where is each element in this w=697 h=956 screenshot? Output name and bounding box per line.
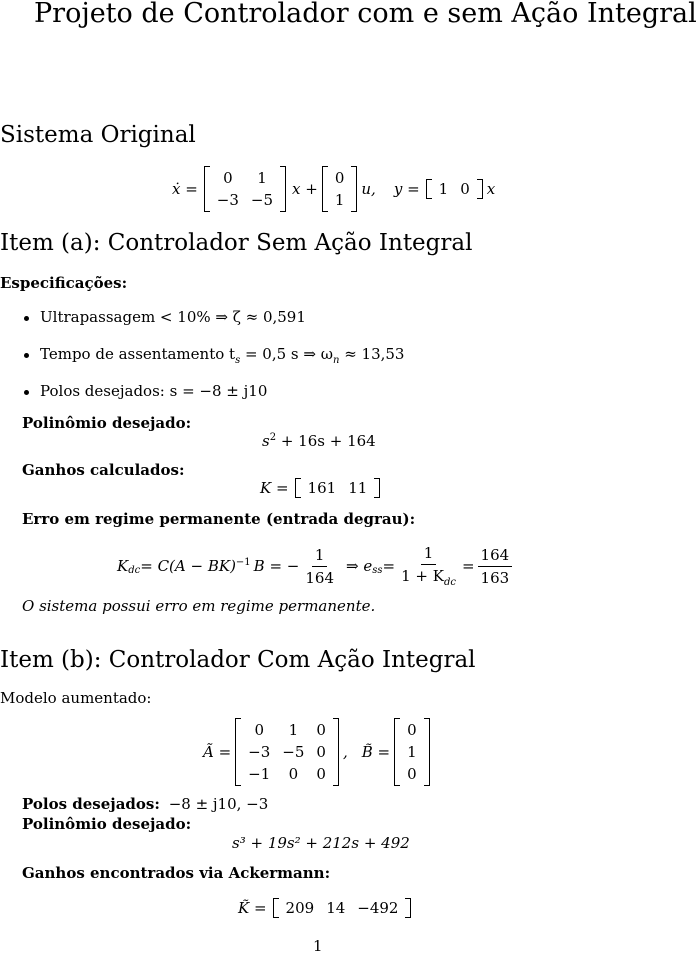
output-lhs: y = <box>393 180 420 198</box>
matrix-b <box>322 166 358 212</box>
state-u: u, <box>361 180 376 198</box>
atilde-lhs: Ã = <box>203 743 232 761</box>
btilde-lhs: B̃ = <box>361 743 391 761</box>
page-number: 1 <box>313 937 323 955</box>
desired-poles-value: −8 ± j10, −3 <box>168 795 269 813</box>
matrix-c-cell: 0 <box>460 180 470 198</box>
desired-poles-label: Polos desejados: <box>22 795 160 813</box>
state-lhs: ẋ = <box>172 180 198 198</box>
matrix-a-cell: 0 <box>223 169 233 187</box>
matrix-k <box>295 478 381 498</box>
steady-state-error-label: Erro em regime permanente (entrada degrau): <box>22 510 416 528</box>
augmented-model-equation: Ã = 0 1 0 −3 −5 0 −1 0 0 , B̃ = 0 1 0 <box>203 718 430 786</box>
desired-polynomial-label-b: Polinômio desejado: <box>22 815 192 833</box>
matrix-ktilde: 209 14 −492 <box>273 898 412 918</box>
page-title: Projeto de Controlador com e sem Ação Integral <box>34 0 697 29</box>
spec-desired-poles: Polos desejados: s = −8 ± j10 <box>40 382 268 400</box>
section-heading-item-b: Item (b): Controlador Com Ação Integral <box>0 647 476 673</box>
bullet-marker <box>24 390 29 395</box>
section-heading-item-a: Item (a): Controlador Sem Ação Integral <box>0 230 473 256</box>
conclusion-text: O sistema possui erro em regime permanente. <box>22 597 376 615</box>
gains-label: Ganhos calculados: <box>22 461 185 479</box>
gain-vector-ktilde <box>238 898 411 918</box>
bullet-marker <box>24 353 29 358</box>
specifications-label: Especificações: <box>0 274 128 292</box>
kdc-equation: K $_{dc}$ = C(A − BK) $^{-1}$ B = − $\frac{1}{164}$ ⇒ e $_{ss}$ = $\frac{1}{1 + K_{dc}}$ = $\frac{164}{163}$ <box>117 544 515 588</box>
fraction-result: $\frac{164}{163}$ <box>478 546 513 587</box>
matrix-a-cell: −5 <box>250 191 274 209</box>
spec-settling-time: Tempo de assentamento $t_s = 0,5$ s ⇒ $\omega_n \approx 13,53$ <box>40 345 405 366</box>
matrix-c-cell: 1 <box>438 180 449 198</box>
ackermann-gains-label: Ganhos encontrados via Ackermann: <box>22 864 331 882</box>
matrix-a-cell: 1 <box>257 169 267 187</box>
desired-poles-line <box>22 795 268 813</box>
matrix-k-cell: 161 <box>307 479 337 497</box>
matrix-c <box>426 179 483 199</box>
augmented-model-label: Modelo aumentado: <box>0 689 152 707</box>
desired-polynomial-b: s³ + 19s² + 212s + 492 <box>232 834 410 852</box>
gain-vector-k <box>260 478 380 498</box>
matrix-a-cell: −3 <box>216 191 239 209</box>
desired-polynomial-label: Polinômio desejado: <box>22 414 192 432</box>
section-heading-original-system: Sistema Original <box>0 122 196 148</box>
desired-polynomial: $s^2 + 16s + 164$ <box>262 432 376 450</box>
spec-overshoot: Ultrapassagem < 10% ⇒ ζ ≈ 0,591 <box>40 308 306 326</box>
fraction-ess: $\frac{1}{1 + K_{dc}}$ <box>401 544 456 588</box>
fraction-kdc: $\frac{1}{164}$ <box>305 545 335 587</box>
state-x-plus: x + <box>292 180 318 198</box>
ktilde-lhs: K̃ = <box>238 899 267 917</box>
matrix-atilde: 0 1 0 −3 −5 0 −1 0 0 <box>235 718 339 786</box>
k-lhs: K = <box>260 479 289 497</box>
matrix-btilde: 0 1 0 <box>394 718 430 786</box>
matrix-a <box>204 166 286 212</box>
matrix-b-cell: 0 <box>334 169 345 187</box>
bullet-marker <box>24 316 29 321</box>
matrix-b-cell: 1 <box>334 191 345 209</box>
output-x: x <box>486 180 496 198</box>
state-equation <box>172 166 495 212</box>
matrix-k-cell: 11 <box>348 479 368 497</box>
